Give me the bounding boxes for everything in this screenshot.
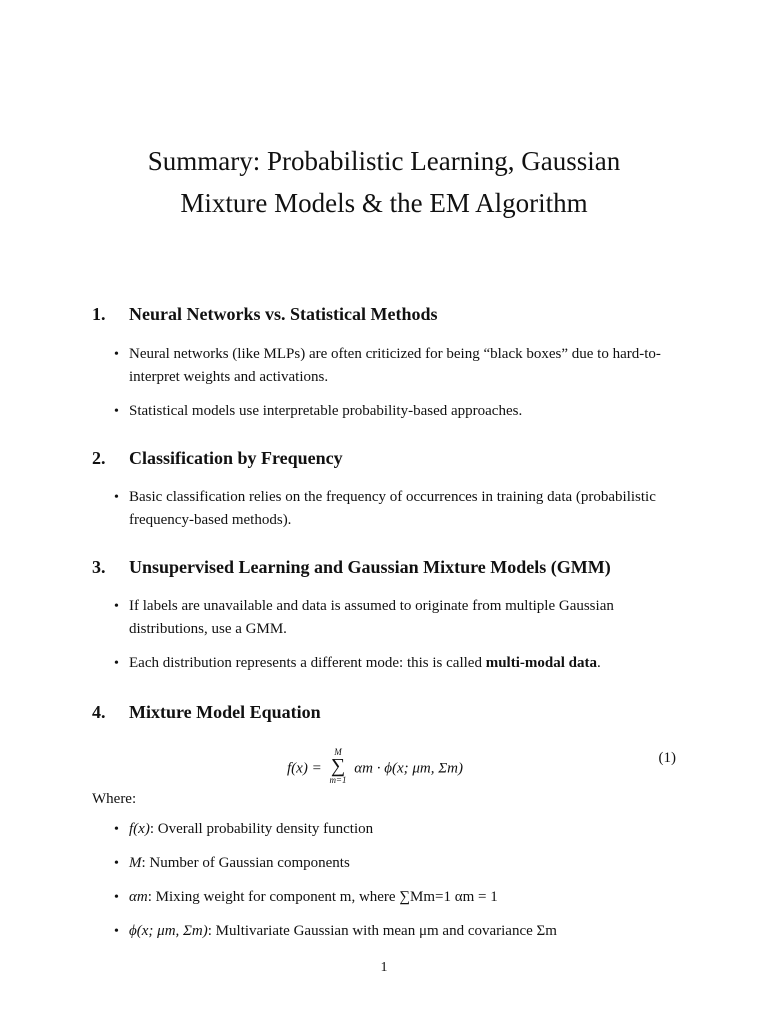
bullet-text: Basic classification relies on the frequency of occurrences in training data (probabilistic frequency-based methods). — [129, 489, 656, 528]
bullet-icon: • — [114, 924, 119, 939]
equation-rhs: αm · ϕ(x; μm, Σm) — [354, 760, 463, 777]
list-item — [92, 486, 692, 532]
list-item — [92, 595, 692, 641]
list-item — [92, 652, 692, 675]
title-line-2: Mixture Models & the EM Algorithm — [180, 188, 588, 218]
bullet-icon: • — [114, 490, 119, 505]
equation-number: (1) — [658, 750, 676, 766]
list-item — [92, 852, 692, 875]
bullet-icon: • — [114, 347, 119, 362]
sum-lower-limit: m=1 — [329, 775, 347, 785]
section-3 — [92, 555, 692, 686]
bullet-text: Each distribution represents a different mode: this is called — [129, 655, 486, 671]
definition-text: : Number of Gaussian components — [141, 855, 350, 871]
list-item — [92, 920, 692, 943]
section-title: Unsupervised Learning and Gaussian Mixture Models (GMM) — [129, 557, 611, 577]
document-title — [60, 140, 708, 224]
section-heading — [92, 302, 692, 326]
bullet-icon: • — [114, 856, 119, 871]
section-number: 4. — [92, 702, 106, 722]
equation-body — [287, 747, 463, 788]
definition-symbol: M — [129, 855, 142, 871]
section-1 — [92, 302, 692, 434]
bullet-text: If labels are unavailable and data is assumed to originate from multiple Gaussian distributions, use a GMM. — [129, 598, 614, 637]
bullet-list — [92, 486, 692, 532]
section-title: Mixture Model Equation — [129, 702, 321, 722]
bullet-icon: • — [114, 599, 119, 614]
bullet-text: Neural networks (like MLPs) are often criticized for being “black boxes” due to hard-to-interpret weights and activations. — [129, 346, 661, 385]
section-number: 2. — [92, 448, 106, 468]
bullet-list — [92, 343, 692, 423]
bold-term: multi-modal data — [485, 655, 597, 671]
summation-symbol — [329, 747, 346, 785]
section-heading — [92, 555, 692, 579]
mixture-equation — [92, 738, 684, 788]
bullet-icon: • — [114, 890, 119, 905]
definition-text: : Multivariate Gaussian with mean μm and covariance Σm — [207, 923, 557, 939]
list-item — [92, 343, 692, 389]
definition-symbol: ϕ(x; μm, Σm) — [129, 923, 208, 939]
section-heading — [92, 700, 692, 724]
bullet-list — [92, 595, 692, 675]
section-heading — [92, 446, 692, 470]
bullet-text-suffix: . — [596, 655, 601, 671]
where-label: Where: — [92, 791, 137, 807]
sum-upper-limit: M — [334, 747, 342, 757]
equation-lhs: f(x) = — [287, 760, 322, 777]
list-item — [92, 818, 692, 841]
bullet-text: Statistical models use interpretable probability-based approaches. — [129, 403, 523, 419]
definition-symbol: f(x) — [129, 821, 150, 837]
section-number: 3. — [92, 557, 106, 577]
definition-list — [92, 818, 692, 943]
section-2 — [92, 446, 692, 543]
list-item — [92, 886, 692, 909]
bullet-icon: • — [114, 822, 119, 837]
section-title: Classification by Frequency — [129, 448, 343, 468]
definitions — [92, 818, 692, 954]
page-number: 1 — [380, 960, 388, 975]
definition-symbol: αm — [129, 889, 148, 905]
definition-text: : Overall probability density function — [149, 821, 374, 837]
section-title: Neural Networks vs. Statistical Methods — [129, 304, 438, 324]
bullet-icon: • — [114, 404, 119, 419]
definition-text: : Mixing weight for component m, where ∑Mm=1 αm = 1 — [147, 889, 498, 905]
list-item — [92, 400, 692, 423]
title-line-1: Summary: Probabilistic Learning, Gaussian — [147, 146, 621, 176]
sigma-icon: ∑ — [330, 755, 346, 777]
bullet-icon: • — [114, 656, 119, 671]
section-number: 1. — [92, 304, 106, 324]
section-4 — [92, 700, 692, 724]
